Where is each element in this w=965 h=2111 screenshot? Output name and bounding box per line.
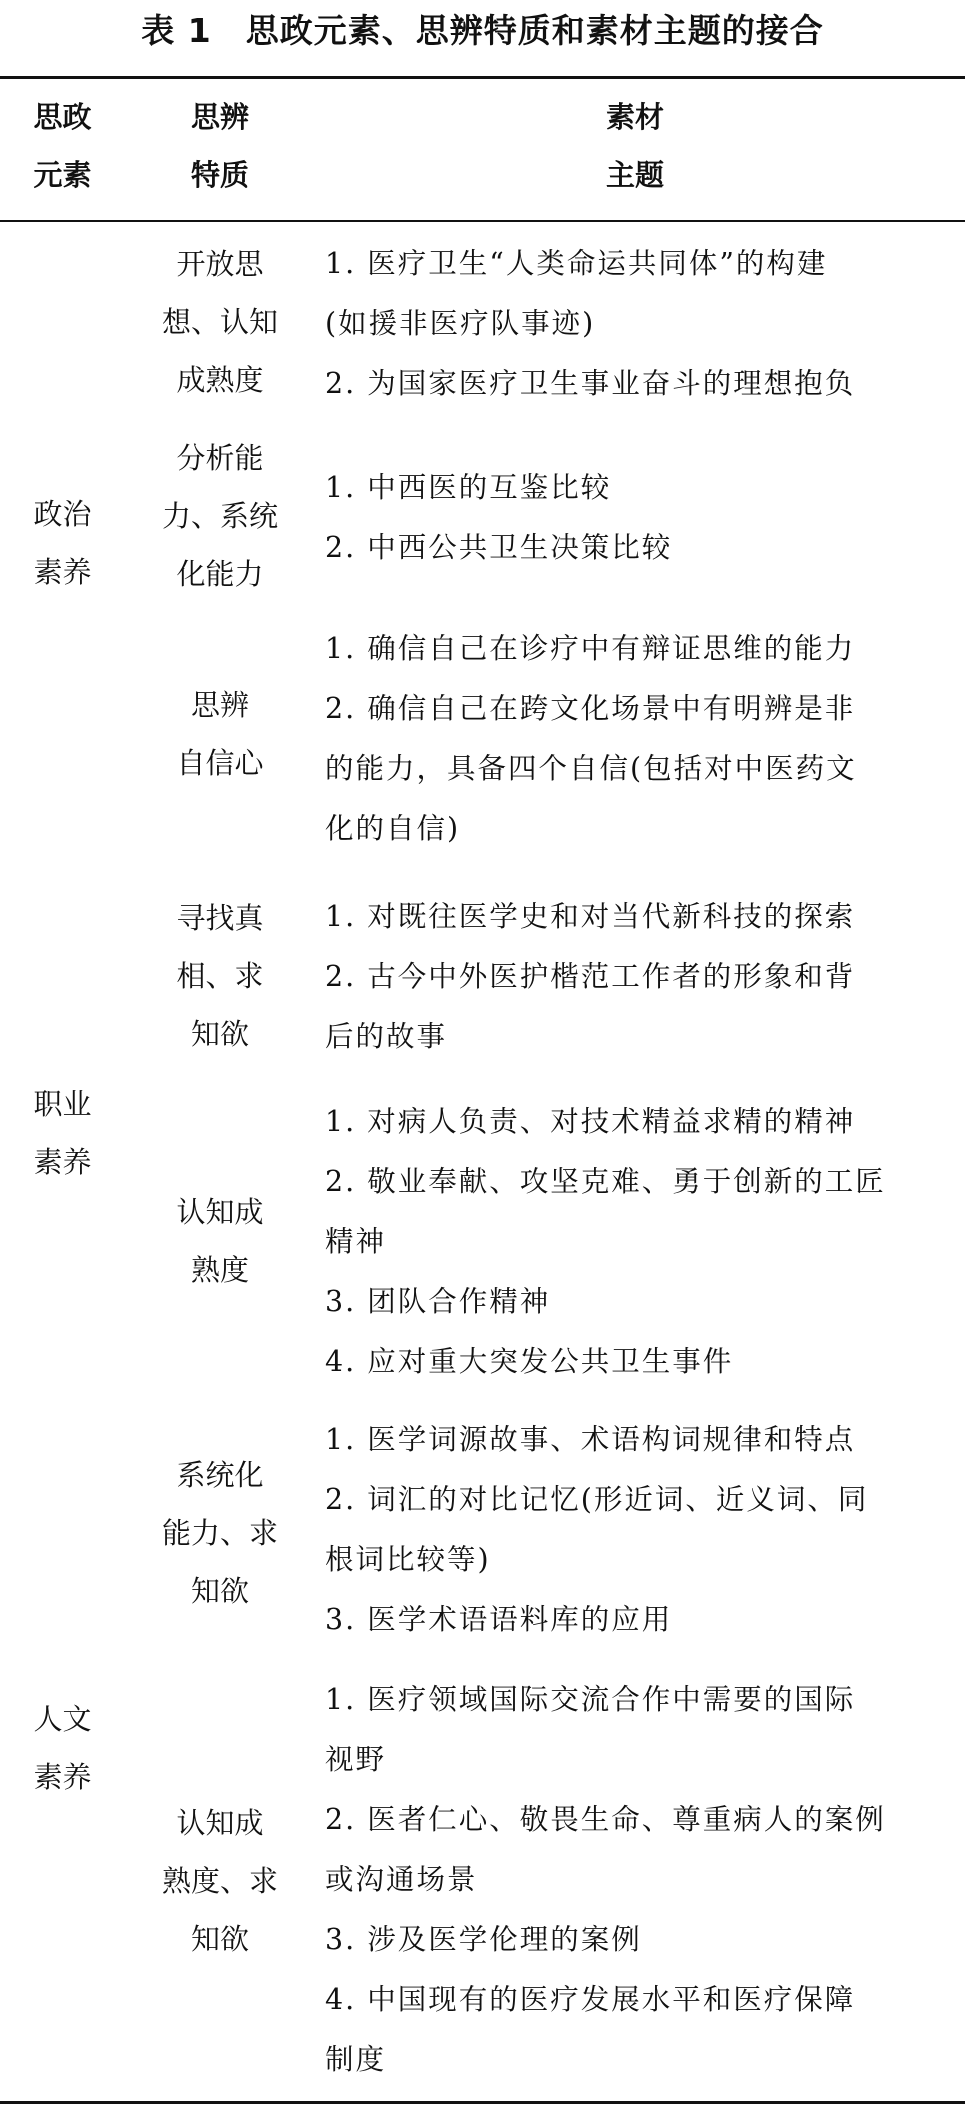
table-top-rule: [0, 76, 965, 79]
trait-cell: [135, 676, 305, 792]
trait-cell: [135, 1183, 305, 1299]
trait-text: 认知成: [176, 1806, 264, 1840]
theme-line: 4. 应对重大突发公共卫生事件: [325, 1345, 734, 1378]
theme-line: 化的自信): [325, 812, 461, 845]
table-title: 表 1 思政元素、思辨特质和素材主题的接合: [141, 11, 824, 50]
category-political: [0, 485, 125, 601]
category-text: 素养: [33, 1145, 92, 1179]
trait-text: 分析能: [176, 441, 264, 475]
theme-line: 1. 中西医的互鉴比较: [325, 471, 612, 504]
theme-line: 2. 古今中外医护楷范工作者的形象和背: [325, 960, 856, 993]
header-text: 特质: [190, 158, 249, 192]
trait-text: 开放思: [176, 247, 264, 281]
category-text: 人文: [33, 1702, 92, 1736]
theme-line: (如援非医疗队事迹): [325, 307, 596, 340]
theme-line: 1. 医疗卫生“人类命运共同体”的构建: [325, 247, 828, 280]
trait-cell: [135, 429, 305, 603]
table-header-rule: [0, 220, 965, 222]
header-text: 思辨: [190, 100, 249, 134]
theme-list: [325, 234, 945, 414]
trait-cell: [135, 1794, 305, 1968]
theme-list: [325, 887, 945, 1067]
trait-text: 熟度、求: [161, 1864, 278, 1898]
trait-text: 想、认知: [161, 305, 278, 339]
theme-line: 2. 敬业奉献、攻坚克难、勇于创新的工匠: [325, 1165, 886, 1198]
theme-line: 后的故事: [325, 1020, 448, 1053]
theme-list: [325, 1670, 945, 2090]
trait-text: 化能力: [176, 557, 264, 591]
category-professional: [0, 1075, 125, 1191]
trait-cell: [135, 235, 305, 409]
trait-text: 成熟度: [176, 363, 264, 397]
trait-text: 自信心: [176, 746, 264, 780]
theme-line: 1. 医学词源故事、术语构词规律和特点: [325, 1423, 856, 1456]
header-text: 元素: [33, 158, 92, 192]
theme-line: 3. 涉及医学伦理的案例: [325, 1923, 642, 1956]
trait-text: 思辨: [190, 688, 249, 722]
theme-line: 1. 医疗领域国际交流合作中需要的国际: [325, 1683, 856, 1716]
theme-line: 4. 中国现有的医疗发展水平和医疗保障: [325, 1983, 856, 2016]
category-text: 政治: [33, 497, 92, 531]
header-text: 思政: [33, 100, 92, 134]
trait-text: 认知成: [176, 1195, 264, 1229]
trait-text: 知欲: [190, 1017, 249, 1051]
theme-list: [325, 458, 945, 578]
category-text: 素养: [33, 1760, 92, 1794]
category-text: 职业: [33, 1087, 92, 1121]
trait-text: 相、求: [176, 959, 264, 993]
theme-line: 2. 医者仁心、敬畏生命、尊重病人的案例: [325, 1803, 886, 1836]
trait-cell: [135, 889, 305, 1063]
category-humanistic: [0, 1690, 125, 1806]
theme-line: 1. 对既往医学史和对当代新科技的探索: [325, 900, 856, 933]
theme-line: 2. 词汇的对比记忆(形近词、近义词、同: [325, 1483, 869, 1516]
trait-text: 力、系统: [161, 499, 278, 533]
theme-line: 或沟通场景: [325, 1863, 478, 1896]
header-col-ideology-element: [0, 88, 125, 204]
theme-list: [325, 1410, 945, 1650]
theme-list: [325, 1092, 945, 1392]
table-bottom-rule: [0, 2101, 965, 2104]
trait-text: 知欲: [190, 1574, 249, 1608]
theme-line: 3. 医学术语语料库的应用: [325, 1603, 673, 1636]
trait-text: 能力、求: [161, 1516, 278, 1550]
trait-text: 知欲: [190, 1922, 249, 1956]
trait-text: 寻找真: [176, 901, 264, 935]
category-text: 素养: [33, 555, 92, 589]
header-col-material-theme: [325, 88, 945, 204]
header-col-critical-trait: [135, 88, 305, 204]
theme-line: 精神: [325, 1225, 387, 1258]
theme-line: 的能力，具备四个自信(包括对中医药文: [325, 752, 857, 785]
theme-line: 2. 确信自己在跨文化场景中有明辨是非: [325, 692, 856, 725]
trait-text: 系统化: [176, 1458, 264, 1492]
theme-line: 视野: [325, 1743, 387, 1776]
theme-line: 1. 对病人负责、对技术精益求精的精神: [325, 1105, 856, 1138]
header-text: 主题: [605, 158, 664, 192]
theme-line: 制度: [325, 2043, 387, 2076]
trait-text: 熟度: [190, 1253, 249, 1287]
theme-line: 1. 确信自己在诊疗中有辩证思维的能力: [325, 632, 856, 665]
theme-list: [325, 619, 945, 859]
trait-cell: [135, 1446, 305, 1620]
theme-line: 根词比较等): [325, 1543, 491, 1576]
theme-line: 2. 中西公共卫生决策比较: [325, 531, 673, 564]
header-text: 素材: [605, 100, 664, 134]
theme-line: 2. 为国家医疗卫生事业奋斗的理想抱负: [325, 367, 856, 400]
theme-line: 3. 团队合作精神: [325, 1285, 551, 1318]
